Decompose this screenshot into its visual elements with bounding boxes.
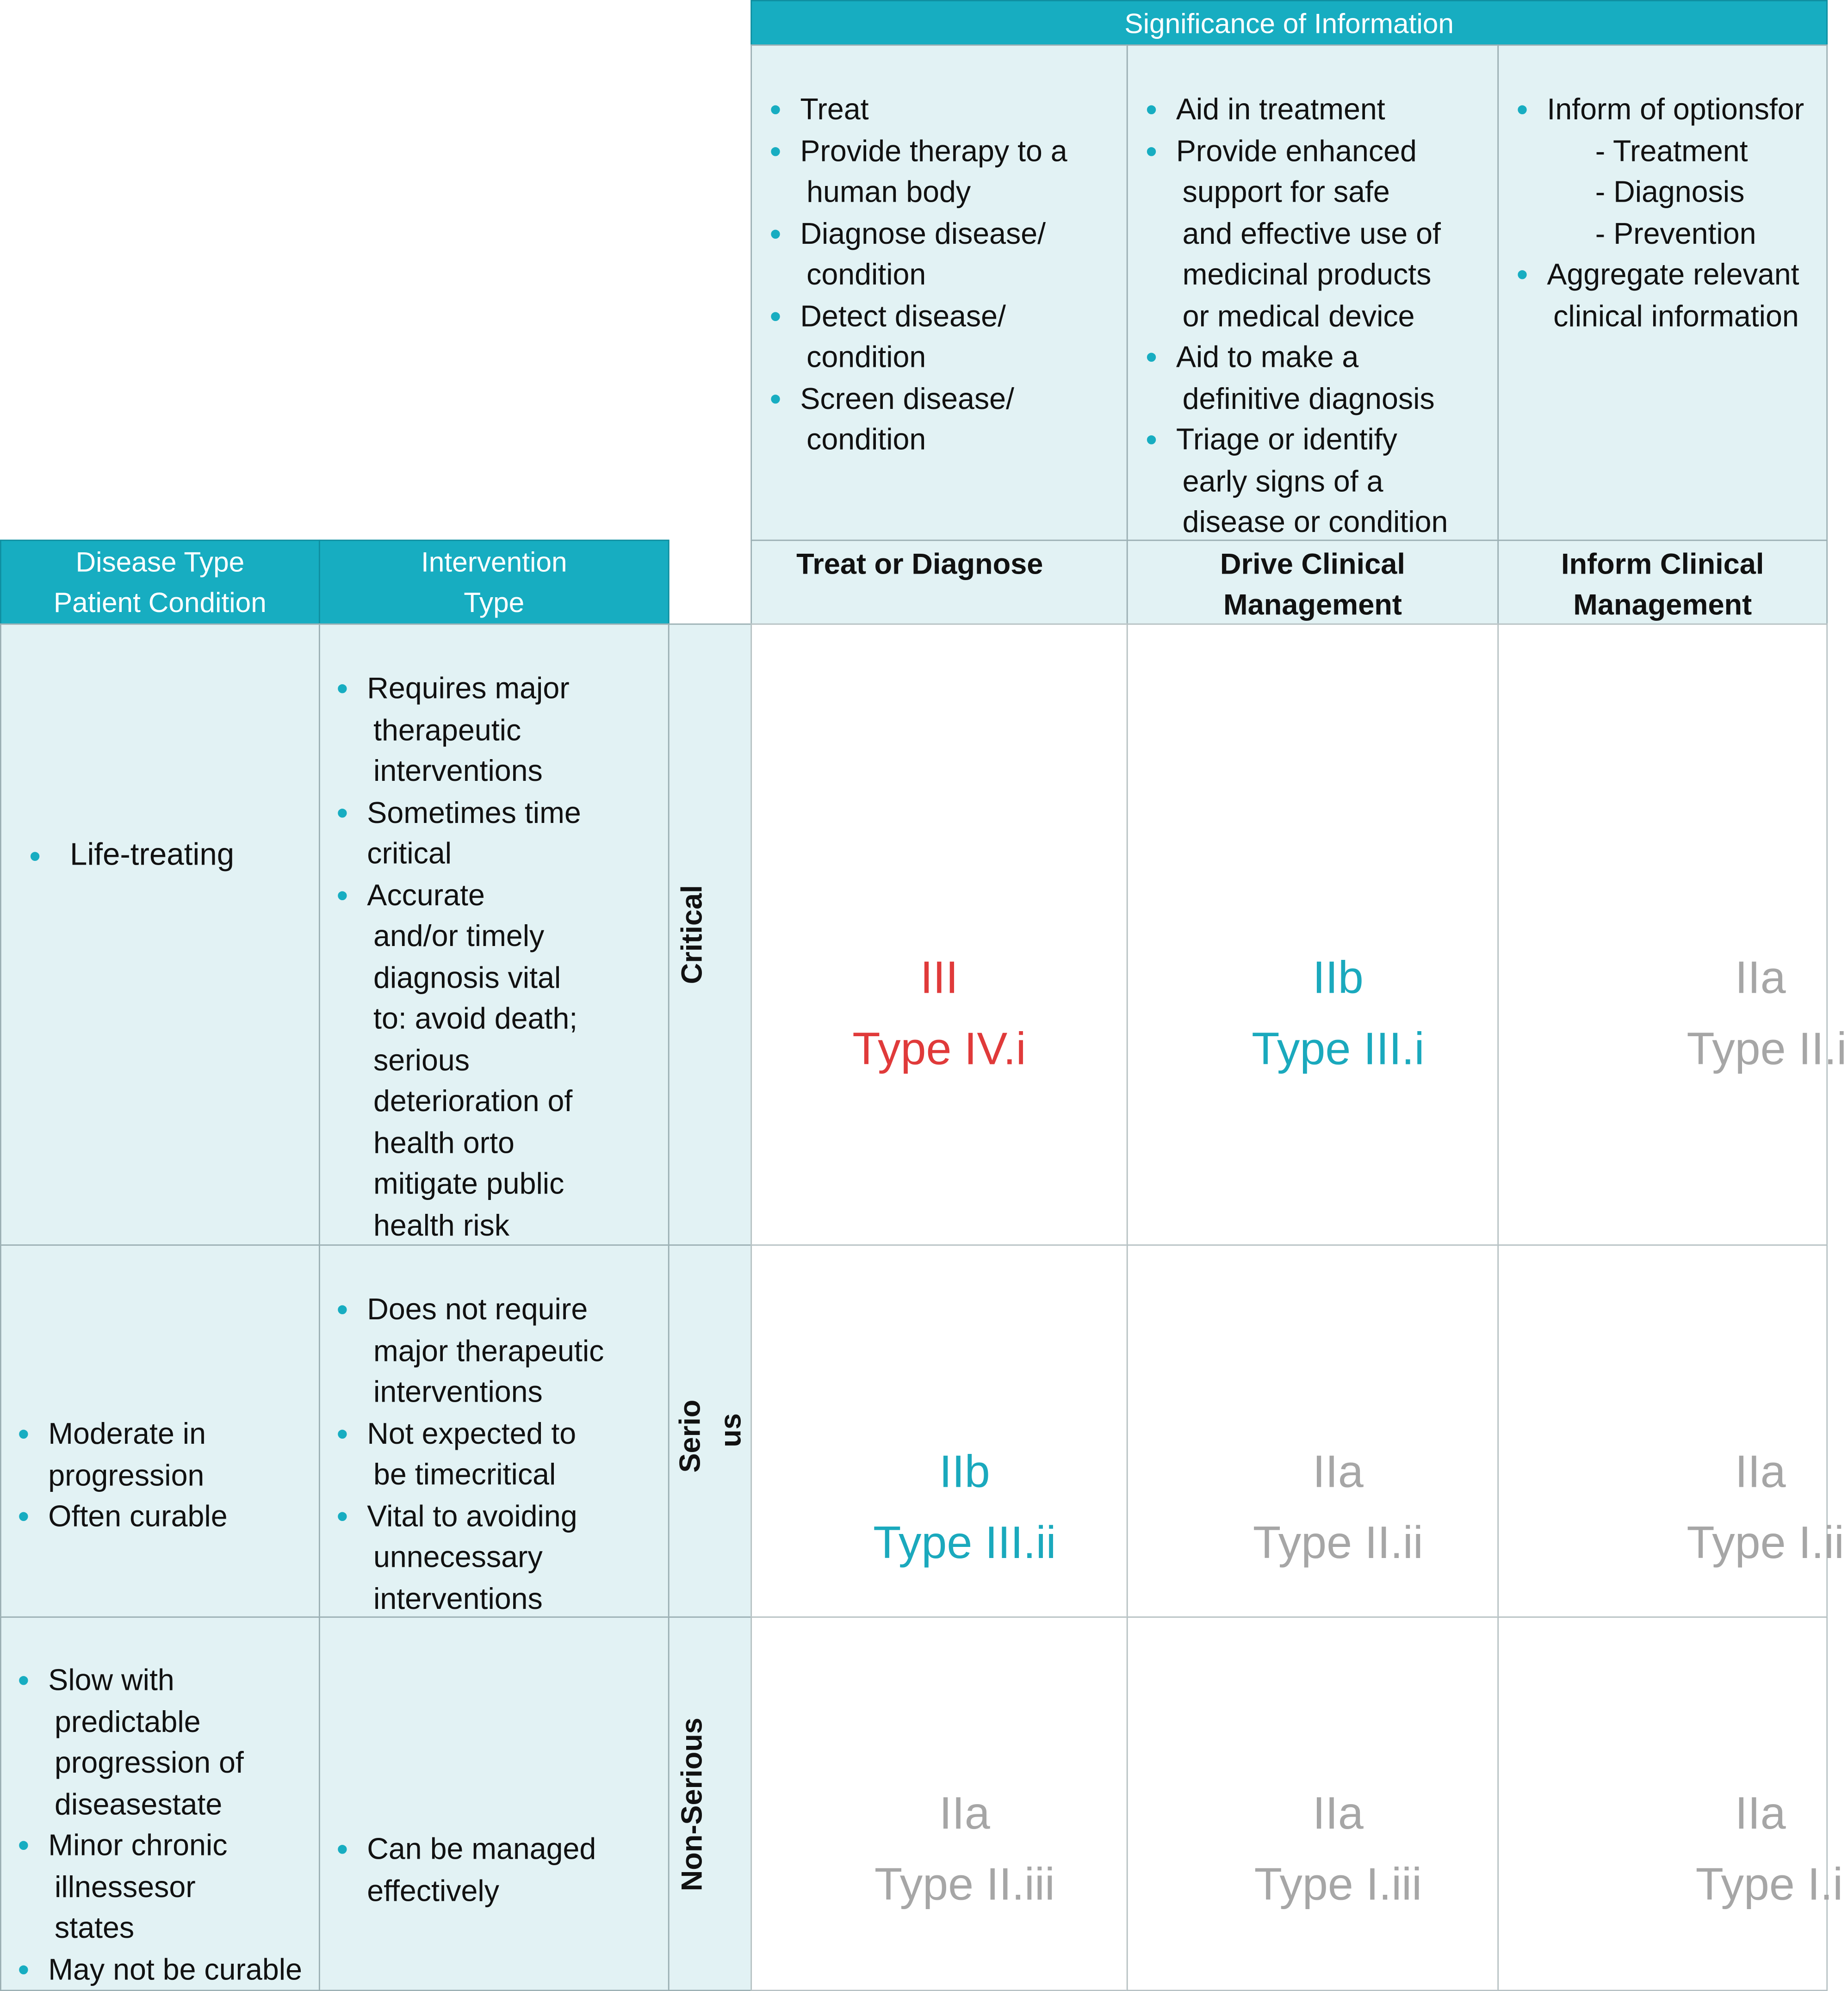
classification-mark — [1178, 1436, 1497, 1578]
severity-label — [670, 1400, 751, 1473]
severity-label: Critical — [675, 885, 708, 984]
bullet-line: deterioration of — [373, 1084, 573, 1118]
bullet-line: • Slow with — [48, 1663, 174, 1697]
severity-label-cell-serious — [668, 1244, 752, 1618]
bullet-line: • Life-treating — [69, 838, 235, 872]
bullet-line: condition — [806, 258, 926, 291]
type-label: Type II.i — [1687, 1022, 1847, 1075]
classification-mark — [1687, 1436, 1844, 1578]
significance-cell-drive-clinical-management — [1127, 44, 1499, 541]
column-header-line: Management — [1573, 587, 1752, 621]
bullet-item — [18, 1660, 302, 1825]
intervention-cell-non-serious — [319, 1616, 670, 1991]
column-header-line: Drive Clinical — [1220, 547, 1405, 581]
bullet-item — [18, 1948, 302, 1990]
bullet-line: early signs of a — [1182, 464, 1383, 497]
intervention-type-header — [319, 540, 670, 625]
significance-header — [750, 0, 1828, 46]
matrix-cell — [750, 1244, 1128, 1618]
significance-cell-inform-clinical-management — [1497, 44, 1828, 541]
significance-cell-treat-or-diagnose — [750, 44, 1128, 541]
header-line: Patient Condition — [53, 587, 267, 618]
severity-label-line: Serio — [673, 1399, 707, 1473]
bullet-line: unnecessary — [373, 1540, 543, 1574]
matrix-cell — [750, 1616, 1128, 1991]
disease-type-header — [0, 540, 320, 625]
bullet-line: diagnosis vital — [373, 960, 561, 994]
bullet-line: • Not expected to — [367, 1416, 577, 1450]
bullet-line: progression — [48, 1458, 205, 1492]
bullet-line: human body — [806, 175, 971, 209]
classification-mark — [1696, 1778, 1848, 1920]
bullet-item — [1146, 419, 1448, 543]
severity-label-cell-critical — [668, 624, 752, 1246]
column-header-line: Treat or Diagnose — [796, 547, 1043, 581]
severity-label: Non-Serious — [675, 1717, 708, 1891]
bullet-line: • Often curable — [48, 1499, 228, 1533]
bullet-item — [336, 1495, 604, 1619]
type-label: Type I.ii — [1687, 1516, 1844, 1569]
bullet-line: • Minor chronic — [48, 1828, 228, 1862]
class-label: IIa — [1735, 1787, 1786, 1839]
classification-mark — [752, 942, 1127, 1084]
type-label: Type II.ii — [1253, 1516, 1423, 1569]
matrix-cell — [1127, 624, 1499, 1246]
bullet-item — [1517, 254, 1805, 336]
matrix-cell — [1127, 1616, 1499, 1991]
column-header-inform-clinical-management — [1497, 540, 1828, 625]
bullet-item — [1146, 89, 1448, 130]
bullet-line: • Can be managed — [367, 1832, 596, 1866]
type-label: Type I.iii — [1254, 1857, 1422, 1910]
bullet-line: or medical device — [1182, 299, 1415, 332]
bullet-item — [1146, 336, 1448, 419]
bullet-item — [1146, 130, 1448, 336]
header-line: Type — [464, 587, 525, 618]
significance-title: Significance of Information — [1124, 7, 1454, 40]
bullet-line: health orto — [373, 1125, 515, 1159]
bullet-line: • Provide enhanced — [1176, 134, 1417, 167]
bullet-line: • May not be curable — [48, 1952, 302, 1985]
bullet-line: serious — [373, 1043, 470, 1076]
bullet-line: • Aid to make a — [1176, 340, 1359, 374]
disease-cell-non-serious — [0, 1616, 320, 1991]
header-line: Disease Type — [75, 546, 245, 578]
column-header-treat-or-diagnose — [750, 540, 1128, 625]
column-header-drive-clinical-management — [1127, 540, 1499, 625]
intervention-cell-critical — [319, 624, 670, 1246]
bullet-item — [18, 1825, 302, 1949]
type-label: Type III.ii — [873, 1516, 1056, 1569]
class-label: IIa — [1312, 1787, 1364, 1839]
column-header-line: Management — [1223, 587, 1402, 621]
bullet-line: • Detect disease/ — [800, 299, 1006, 332]
bullet-line: progression of — [55, 1746, 244, 1779]
class-label: IIb — [1312, 951, 1364, 1003]
bullet-item — [29, 835, 234, 877]
bullet-item — [336, 874, 581, 1246]
bullet-line: predictable — [55, 1705, 201, 1738]
bullet-item — [18, 1413, 227, 1496]
bullet-item — [769, 130, 1067, 212]
class-label: IIa — [939, 1787, 990, 1839]
bullet-line: condition — [806, 340, 926, 374]
severity-label-line: us — [713, 1413, 747, 1447]
bullet-line: support for safe — [1182, 175, 1390, 209]
bullet-item — [1517, 89, 1805, 254]
classification-mark — [1687, 942, 1847, 1084]
bullet-line: • Accurate — [367, 878, 485, 911]
bullet-item — [336, 1829, 596, 1911]
bullet-line: major therapeutic — [373, 1334, 604, 1367]
bullet-line: • Does not require — [367, 1292, 588, 1326]
bullet-line: disease or condition — [1182, 505, 1448, 538]
bullet-line: • Requires major — [367, 672, 570, 705]
bullet-line: to: avoid death; — [373, 1002, 578, 1035]
bullet-line: medicinal products — [1182, 258, 1432, 291]
bullet-item — [336, 1413, 604, 1495]
bullet-line: • Inform of optionsfor — [1547, 93, 1805, 126]
class-label: IIb — [939, 1445, 990, 1497]
bullet-item — [336, 668, 581, 792]
bullet-line: illnessesor — [55, 1870, 196, 1903]
bullet-line: • Moderate in — [48, 1417, 206, 1450]
bullet-line: critical — [367, 836, 452, 870]
classification-mark — [803, 1436, 1127, 1578]
bullet-item — [769, 295, 1067, 377]
matrix-cell — [1497, 1616, 1843, 1991]
bullet-line: condition — [806, 423, 926, 456]
severity-label-cell-non-serious — [668, 1616, 752, 1991]
bullet-line: states — [55, 1911, 135, 1944]
type-label: Type III.i — [1252, 1022, 1425, 1075]
matrix-cell — [750, 624, 1128, 1246]
classification-mark — [803, 1778, 1127, 1920]
bullet-item — [18, 1496, 227, 1537]
bullet-line: and/or timely — [373, 919, 545, 952]
bullet-line: • Aid in treatment — [1176, 93, 1385, 126]
bullet-line: be timecritical — [373, 1458, 556, 1491]
bullet-item — [336, 792, 581, 874]
bullet-line: diseasestate — [55, 1787, 223, 1820]
bullet-item — [769, 213, 1067, 295]
bullet-line: and effective use of — [1182, 216, 1441, 250]
class-label: IIa — [1312, 1445, 1364, 1497]
type-label: Type IV.i — [852, 1022, 1026, 1075]
bullet-line: mitigate public — [373, 1167, 564, 1200]
bullet-line: • Triage or identify — [1176, 423, 1397, 456]
bullet-line: interventions — [373, 1581, 543, 1615]
type-label: Type II.iii — [874, 1857, 1055, 1910]
class-label: IIa — [1735, 1445, 1786, 1497]
sub-item: - Diagnosis — [1595, 175, 1745, 209]
bullet-item — [769, 378, 1067, 460]
bullet-line: • Sometimes time — [367, 795, 581, 829]
header-line: Intervention — [421, 546, 567, 578]
bullet-item — [769, 89, 1067, 130]
sub-item: - Prevention — [1595, 216, 1756, 250]
bullet-line: • Screen disease/ — [800, 381, 1014, 415]
class-label: IIa — [1735, 951, 1786, 1003]
bullet-line: • Vital to avoiding — [367, 1499, 577, 1532]
bullet-line: • Treat — [800, 93, 869, 126]
matrix-cell — [1497, 624, 1847, 1246]
disease-cell-critical — [0, 624, 320, 1246]
bullet-line: • Aggregate relevant — [1547, 258, 1799, 291]
class-label: III — [920, 951, 959, 1003]
bullet-line: definitive diagnosis — [1182, 381, 1435, 415]
bullet-item — [336, 1289, 604, 1413]
bullet-line: • Provide therapy to a — [800, 134, 1067, 167]
bullet-line: interventions — [373, 754, 543, 787]
bullet-line: • Diagnose disease/ — [800, 216, 1046, 250]
classification-mark — [1178, 1778, 1497, 1920]
matrix-cell — [1497, 1244, 1844, 1618]
bullet-line: therapeutic — [373, 713, 521, 746]
classification-mark — [1178, 942, 1497, 1084]
sub-item: - Treatment — [1595, 134, 1748, 167]
bullet-line: interventions — [373, 1375, 543, 1409]
bullet-line: clinical information — [1553, 299, 1799, 332]
bullet-line: health risk — [373, 1208, 510, 1242]
matrix-cell — [1127, 1244, 1499, 1618]
bullet-line: effectively — [367, 1874, 499, 1907]
intervention-cell-serious — [319, 1244, 670, 1618]
type-label: Type I.i — [1695, 1857, 1843, 1910]
disease-cell-serious — [0, 1244, 320, 1618]
column-header-line: Inform Clinical — [1561, 547, 1764, 581]
